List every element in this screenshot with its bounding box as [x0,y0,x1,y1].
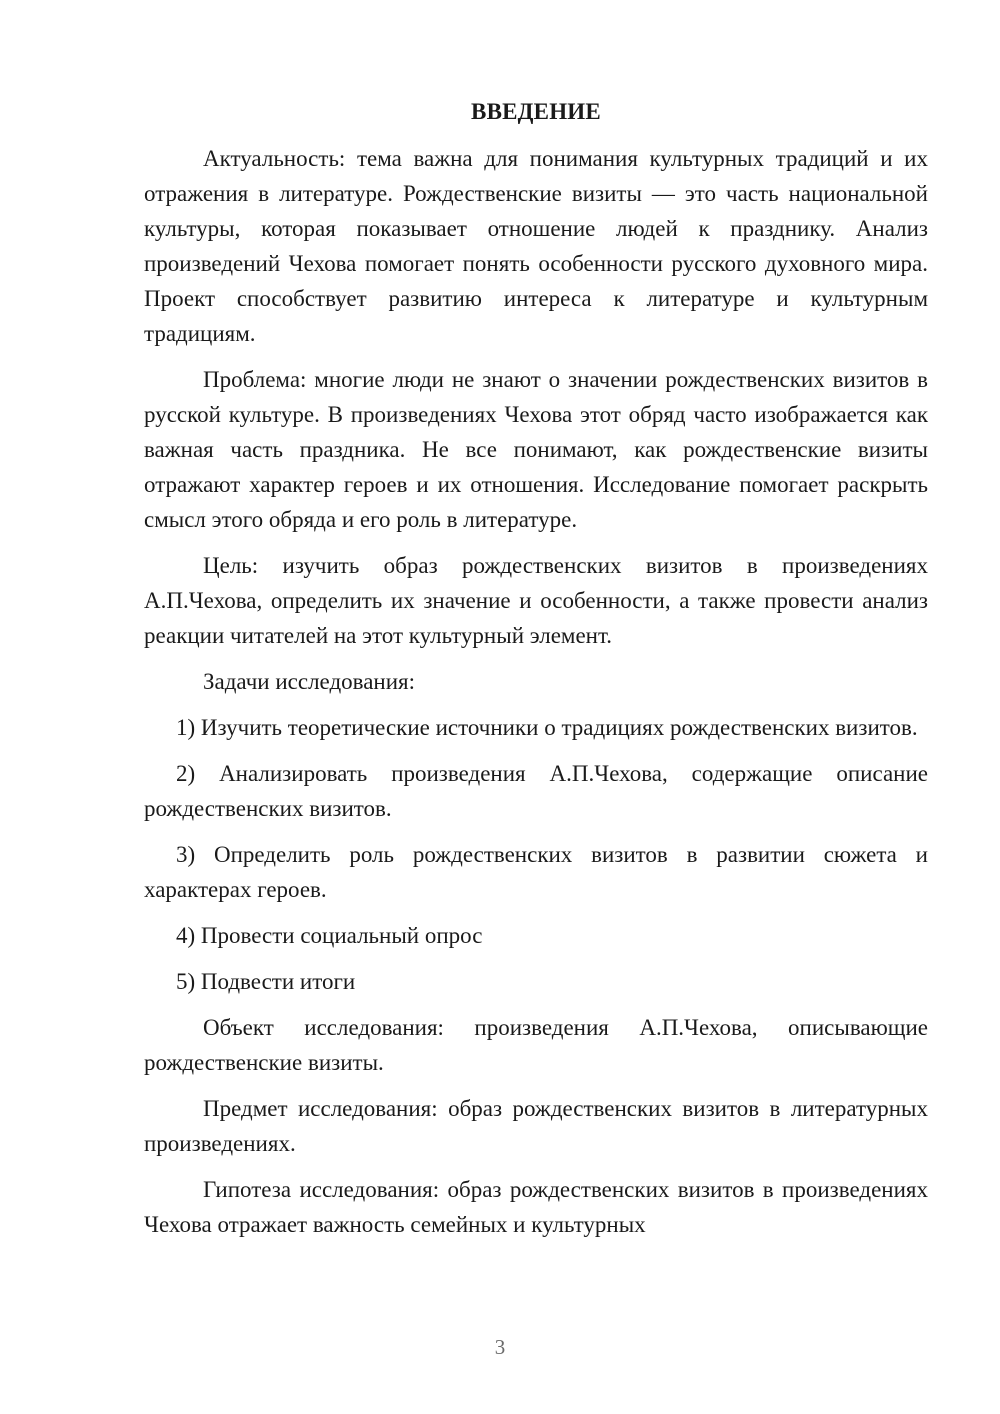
problem-paragraph: Проблема: многие люди не знают о значении рождественских визитов в русской культуре. В произведениях Чехова этот обряд часто изображается как важная часть праздника. Не все понимают, как рождественские визиты отражают характер героев и их отношения. Исследование помогает раскрыть смысл этого обряда и его роль в литературе. [144,367,928,532]
relevance-paragraph: Актуальность: тема важна для понимания культурных традиций и их отражения в литературе. Рождественские визиты — это часть национальной культуры, которая показывает отношение людей к празднику. Анализ произведений Чехова помогает понять особенности русского духовного мира. Проект способствует развитию интереса к литературе и культурным традициям. [144,146,928,346]
tasks-heading: Задачи исследования: [203,669,416,694]
task-item: 4) Провести социальный опрос [176,923,483,948]
hypothesis-paragraph: Гипотеза исследования: образ рождественских визитов в произведениях Чехова отражает важность семейных и культурных [144,1177,928,1237]
task-item: 2) Анализировать произведения А.П.Чехова, содержащие описание рождественских визитов. [144,761,928,821]
subject-paragraph: Предмет исследования: образ рождественских визитов в литературных произведениях. [144,1096,928,1156]
task-item: 1) Изучить теоретические источники о традициях рождественских визитов. [176,715,918,740]
page-content [144,94,928,1242]
object-paragraph: Объект исследования: произведения А.П.Чехова, описывающие рождественские визиты. [144,1015,928,1075]
tasks-list [144,710,928,999]
goal-paragraph: Цель: изучить образ рождественских визитов в произведениях А.П.Чехова, определить их значение и особенности, а также провести анализ реакции читателей на этот культурный элемент. [144,553,928,648]
task-item: 3) Определить роль рождественских визитов в развитии сюжета и характерах героев. [144,842,928,902]
task-item: 5) Подвести итоги [176,969,356,994]
section-title: ВВЕДЕНИЕ [471,99,601,124]
page-number: 3 [494,1335,506,1359]
